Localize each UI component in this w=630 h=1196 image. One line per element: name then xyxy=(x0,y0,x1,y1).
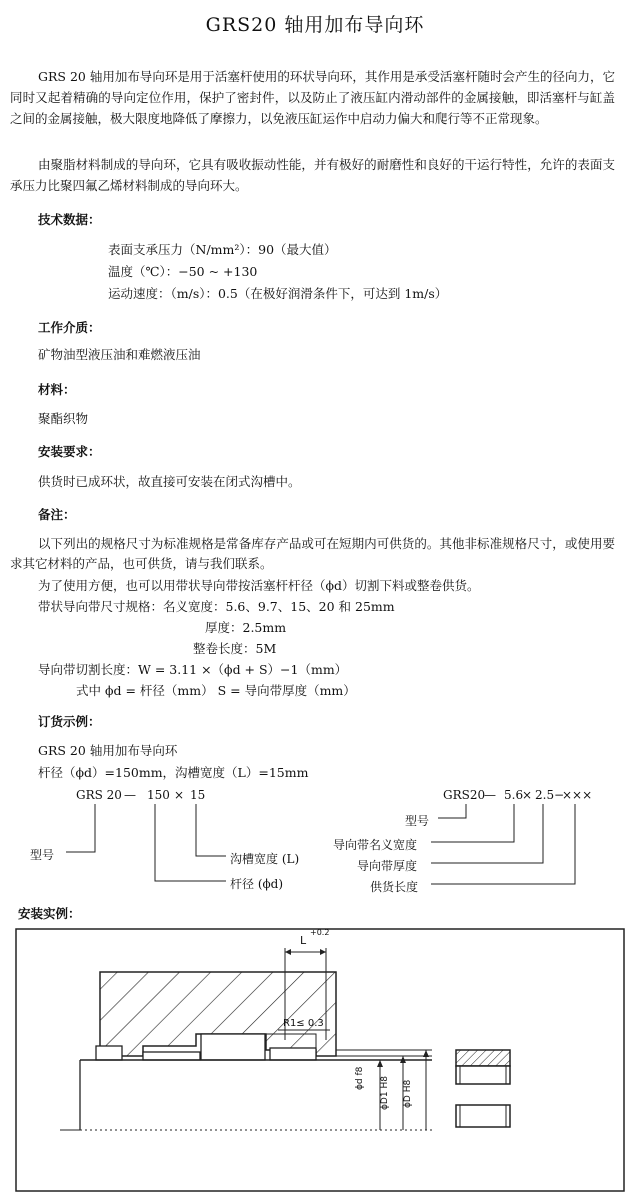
example-heading: 安装实例： xyxy=(18,906,81,921)
right-code-times: × xyxy=(522,788,533,802)
tech-heading: 技术数据： xyxy=(38,212,101,227)
right-label-width: 导向带名义宽度 xyxy=(333,838,418,852)
material-heading: 材料： xyxy=(38,382,76,397)
dim-L: L xyxy=(300,934,307,947)
left-code-dash: — xyxy=(124,788,136,802)
left-code-model: GRS 20 xyxy=(76,788,122,802)
notes-heading: 备注： xyxy=(38,507,76,522)
tech-speed: 运动速度：（m/s）：0.5（在极好润滑条件下，可达到 1m/s） xyxy=(108,286,448,301)
left-label-groove: 沟槽宽度 (L) xyxy=(230,852,300,866)
right-code-length: ××× xyxy=(562,788,593,802)
band-thickness: 厚度：2.5mm xyxy=(205,620,287,635)
right-code-model: GRS20 xyxy=(443,788,486,802)
medium-heading: 工作介质： xyxy=(38,320,101,335)
install-value: 供货时已成环状，故直接可安装在闭式沟槽中。 xyxy=(38,474,301,489)
material-value: 聚酯织物 xyxy=(38,411,89,426)
tech-pressure: 表面支承压力（N/mm²）：90（最大值） xyxy=(108,242,337,257)
order-line-2: 杆径（ϕd）=150mm，沟槽宽度（L）=15mm xyxy=(38,765,309,780)
notes-paragraph-2: 为了使用方便，也可以用带状导向带按活塞杆杆径（ϕd）切割下料或整卷供货。 xyxy=(38,578,480,593)
install-heading: 安装要求： xyxy=(38,444,101,459)
band-roll-length: 整卷长度：5M xyxy=(193,641,277,656)
cut-length-formula: 导向带切割长度：W = 3.11 ×（ϕd + S）−1（mm） xyxy=(38,662,348,677)
left-code-times: × xyxy=(174,788,185,802)
right-code-width: 5.6 xyxy=(504,788,524,802)
right-label-thickness: 导向带厚度 xyxy=(357,859,418,873)
page-title: GRS20 轴用加布导向环 xyxy=(205,14,425,36)
left-label-rod: 杆径 (ϕd) xyxy=(230,877,284,891)
dim-phi-d1: ϕD1 H8 xyxy=(380,1076,390,1110)
notes-paragraph-1: 以下列出的规格尺寸为标准规格是常备库存产品或可在短期内可供货的。其他非标准规格尺寸，或使用要求其它材料的产品，也可供货，请与我们联系。 xyxy=(10,536,615,571)
formula-legend: 式中 ϕd = 杆径（mm） S = 导向带厚度（mm） xyxy=(76,683,356,698)
left-code-groove: 15 xyxy=(190,788,206,802)
right-code-dash-2: − xyxy=(554,788,565,802)
right-label-model: 型号 xyxy=(405,814,430,828)
order-line-1: GRS 20 轴用加布导向环 xyxy=(38,743,178,758)
intro-paragraph-1: GRS 20 轴用加布导向环是用于活塞杆使用的环状导向环，其作用是承受活塞杆随时会产生的径向力，它同时又起着精确的导向定位作用，保护了密封件，以及防止了液压缸内滑动部件的金属接触，即活塞杆与缸盖之间的金属接触，极大限度地降低了摩擦力，以免液压缸运作中启动力偏大和爬行等不正常现象。 xyxy=(10,69,615,126)
right-label-length: 供货长度 xyxy=(370,880,419,894)
left-code-rod: 150 xyxy=(147,788,170,802)
dim-radius: R1≤ 0.3 xyxy=(283,1018,324,1029)
tech-temperature: 温度（℃）：−50 ~ +130 xyxy=(108,264,258,279)
order-heading: 订货示例： xyxy=(38,714,101,729)
dim-phi-d: ϕd f8 xyxy=(355,1066,365,1090)
dim-phi-D: ϕD H8 xyxy=(403,1079,413,1108)
medium-value: 矿物油型液压油和难燃液压油 xyxy=(38,347,201,362)
right-code-thickness: 2.5 xyxy=(535,788,555,802)
right-code-dash: — xyxy=(484,788,496,802)
band-spec: 带状导向带尺寸规格：名义宽度：5.6、9.7、15、20 和 25mm xyxy=(38,599,395,614)
dim-L-tolerance: +0.2 xyxy=(310,928,330,937)
intro-paragraph-2: 由聚脂材料制成的导向环，它具有吸收振动性能，并有极好的耐磨性和良好的干运行特性，允许的表面支承压力比聚四氟乙烯材料制成的导向环大。 xyxy=(10,157,615,193)
left-label-model: 型号 xyxy=(30,848,55,862)
